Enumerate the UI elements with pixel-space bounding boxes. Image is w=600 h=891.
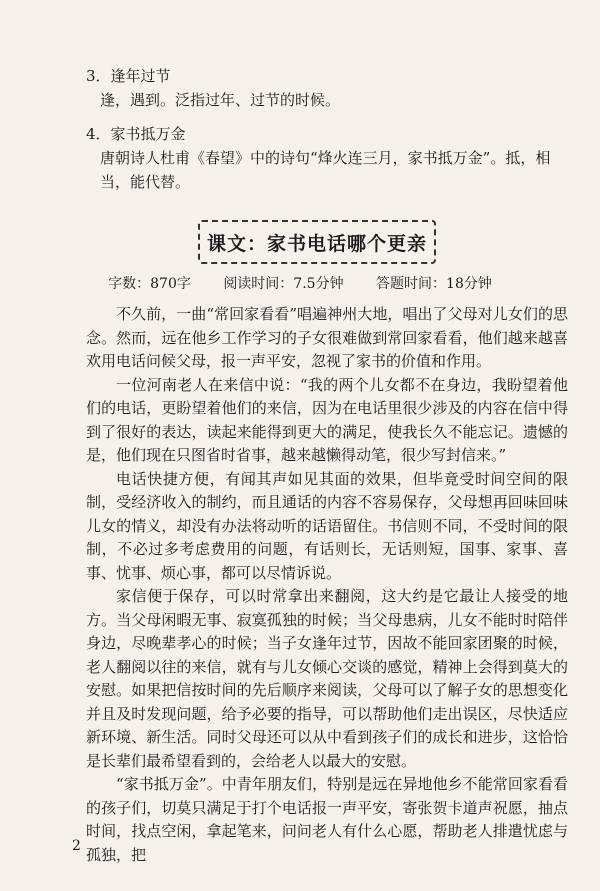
word-count: 字数：870字 [108, 276, 191, 292]
reading-time: 阅读时间：7.5分钟 [223, 276, 344, 292]
article-body [86, 303, 568, 867]
article-paragraph: 电话快捷方便，有闻其声如见其面的效果，但毕竟受时间空间的限制，受经济收入的制约，而且通话的内容不容易保存，父母想再回味回味儿女的情义，却没有办法将动听的话语留住。书信则不同，不受时间的限制，不必过多考虑费用的问题，有话则长，无话则短，国事、家事、喜事、忧事、烦心事，都可以尽情诉说。 [86, 469, 568, 582]
note-title: 4．家书抵万金 [86, 125, 186, 143]
note-body: 唐朝诗人杜甫《春望》中的诗句“烽火连三月，家书抵万金”。抵，相当，能代替。 [100, 149, 551, 191]
article-paragraph: 家信便于保存，可以时常拿出来翻阅，这大约是它最让人接受的地方。当父母闲暇无事、寂寞孤独的时候；当父母患病，儿女不能时时陪伴身边，尽晚辈孝心的时候；当子女逢年过节，因故不能回家团聚的时候，老人翻阅以往的来信，就有与儿女倾心交谈的感觉，精神上会得到莫大的安慰。如果把信按时间的先后顺序来阅读，父母可以了解子女的思想变化并且及时发现问题，给予必要的指导，可以帮助他们走出误区，尽快适应新环境、新生活。同时父母还可以从中看到孩子们的成长和进步，这恰恰是长辈们最希望看到的，会给老人以最大的安慰。 [86, 587, 568, 770]
answer-time: 答题时间：18分钟 [376, 276, 492, 292]
note-title: 3．逢年过节 [86, 67, 171, 85]
article-paragraph: “家书抵万金”。中青年朋友们，特别是远在异地他乡不能常回家看看的孩子们，切莫只满足于打个电话报一声平安，寄张贺卡道声祝愿，抽点时间，找点空闲，拿起笔来，问问老人有什么心愿，帮助老人排遣忧虑与孤独，把 [86, 775, 568, 864]
article-paragraph: 不久前，一曲“常回家看看”唱遍神州大地，唱出了父母对儿女们的思念。然而，远在他乡工作学习的子女很难做到常回家看看，他们越来越喜欢用电话问候父母，报一声平安，忽视了家书的价值和作用。 [86, 305, 568, 370]
page-number: 2 [72, 838, 81, 854]
lesson-title: 课文：家书电话哪个更亲 [198, 220, 436, 264]
footnotes [86, 64, 556, 194]
reading-meta [0, 274, 600, 294]
note-body: 逢，遇到。泛指过年、过节的时候。 [100, 91, 341, 109]
article-paragraph: 一位河南老人在来信中说：“我的两个儿女都不在身边，我盼望着他们的电话，更盼望着他们的来信，因为在电话里很少涉及的内容在信中得到了很好的表达，读起来能得到更大的满足，使我长久不能忘记。遗憾的是，他们现在只图省时省事，越来越懒得动笔，很少写封信来。” [86, 375, 568, 464]
